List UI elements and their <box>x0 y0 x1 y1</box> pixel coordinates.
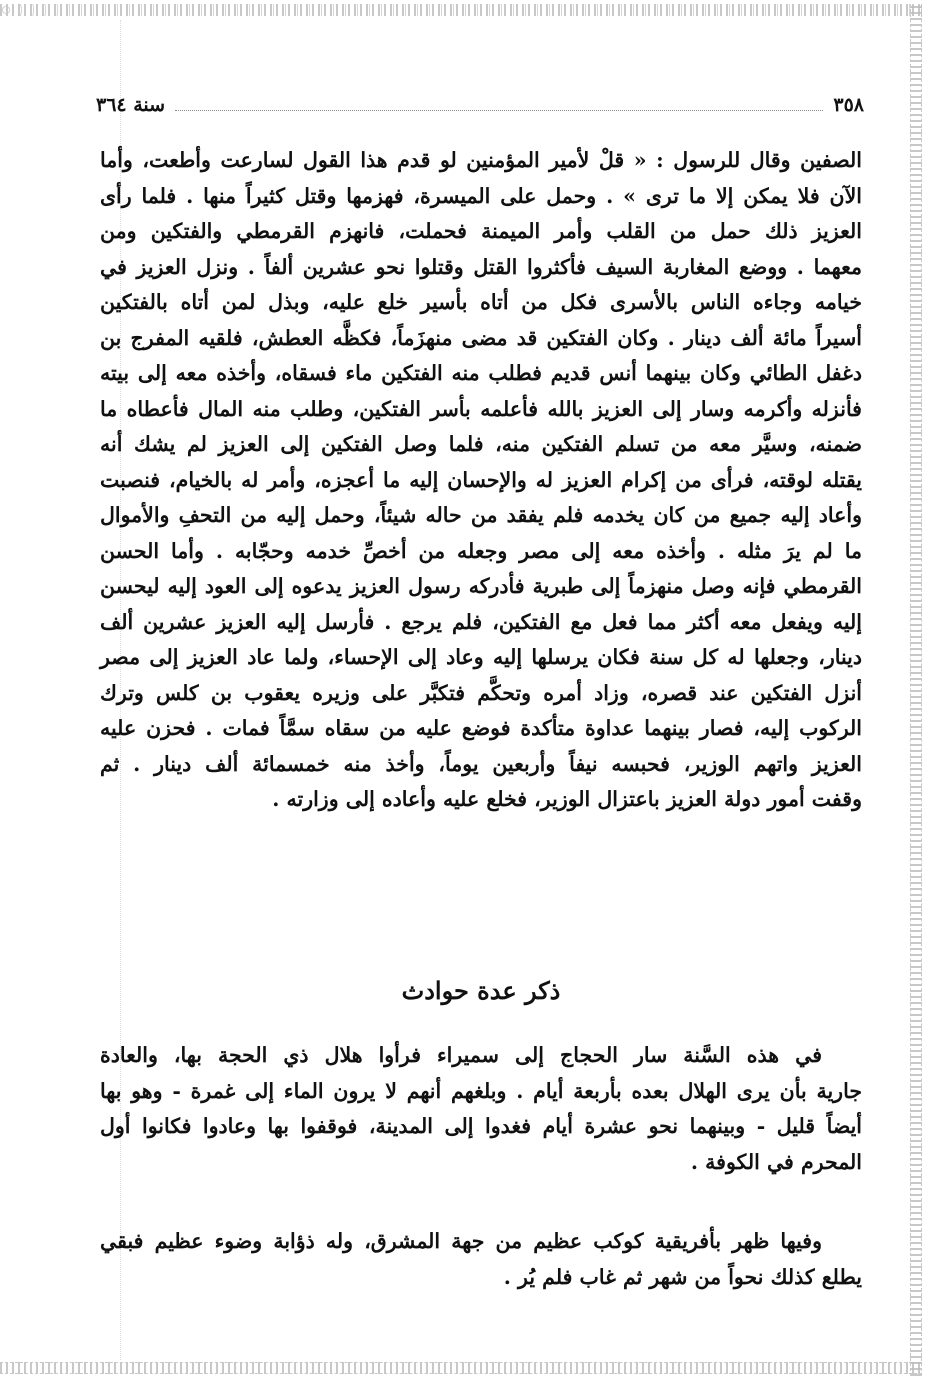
text-line: العزيز واتهم الوزير، فحبسه نيفاً وأربعين يوماً، وأخذ منه خمسمائة ألف دينار . ثم <box>100 751 862 776</box>
text-line: إليه ويفعل معه أكثر مما فعل مع الفتكين، فلم يرجع . فأرسل إليه العزيز عشرين ألف <box>100 609 862 634</box>
text-line: ضمنه، وسيَّر معه من تسلم الفتكين منه، فلما وصل الفتكين إلى العزيز لم يشك أنه <box>100 432 862 456</box>
paragraph-3 <box>100 1224 862 1295</box>
text-line: أيضاً قليل - وبينهما نحو عشرة أيام فغدوا إلى المدينة، فوقفوا بها وعادوا فكانوا أول <box>100 1114 862 1138</box>
text-line: فأنزله وأكرمه وسار إلى العزيز بالله فأعلمه بأسر الفتكين، وطلب منه المال فأعطاه ما <box>100 396 862 421</box>
text-line: خيامه وجاءه الناس بالأسرى فكل من أتاه بأسير خلع عليه، وبذل لمن أتاه بالفتكين <box>100 290 862 314</box>
text-line: يطلع كذلك نحواً من شهر ثم غاب فلم يُر . <box>503 1264 862 1289</box>
text-line: دغفل الطائي وكان بينهما أنس قديم فطلب منه الفتكين ماء فسقاه، وأخذه معه إلى بيته <box>100 361 862 385</box>
text-line: معهما . ووضع المغاربة السيف فأكثروا القتل وقتلوا نحو عشرين ألفاً . ونزل العزيز في <box>100 254 862 279</box>
decorative-border-bottom <box>0 1362 922 1374</box>
text-line: القرمطي فإنه وصل منهزماً إلى طبرية فأدركه رسول العزيز يدعوه إلى العود إليه ليحسن <box>100 574 862 598</box>
decorative-border-top <box>0 4 922 16</box>
page-header <box>96 92 864 118</box>
text-line: وفيها ظهر بأفريقية كوكب عظيم من جهة المشرق، وله ذؤابة وضوء عظيم فبقي <box>100 1229 822 1253</box>
running-title: سنة ٣٦٤ <box>96 94 166 116</box>
text-line: الآن فلا يمكن إلا ما ترى » . وحمل على الميسرة، فهزمها وقتل كثيراً منها . فلما رأى <box>100 183 862 208</box>
text-line: أسيراً مائة ألف دينار . وكان الفتكين قد مضى منهزَماً، فكظَّه العطش، فلقيه المفرج بن <box>100 325 862 350</box>
text-line: الصفين وقال للرسول : « قلْ لأمير المؤمنين لو قدم هذا القول لسارعت وأطعت، وأما <box>100 148 862 172</box>
text-line: المحرم في الكوفة . <box>690 1149 862 1174</box>
section-heading: ذكر عدة حوادث <box>401 976 561 1005</box>
text-line: دينار، وجعلها له كل سنة فكان يرسلها إليه وعاد إلى الإحساء، ولما عاد العزيز إلى مصر <box>100 645 862 669</box>
text-line: الركوب إليه، فصار بينهما عداوة متأكدة فوضع عليه من سقاه سمَّاً فمات . فحزن عليه <box>100 716 862 740</box>
text-line: أنزل الفتكين عند قصره، وزاد أمره وتحكَّم فتكبَّر على وزيره يعقوب بن كلس وترك <box>100 680 862 705</box>
text-line: ما لم يرَ مثله . وأخذه معه إلى مصر وجعله من أخصِّ خدمه وحجّابه . وأما الحسن <box>100 538 862 563</box>
text-line: يقتله لوقته، فرأى من إكرام العزيز له والإحسان إليه ما أعجزه، وأمر له بالخيام، فنصبت <box>100 467 862 492</box>
decorative-border-right <box>910 4 922 1376</box>
text-line: وأعاد إليه جميع من كان يخدمه فلم يفقد من حاله شيئاً، وحمل إليه من التحفِ والأموال <box>100 503 862 527</box>
paragraph-1 <box>100 143 862 818</box>
page-number: ٣٥٨ <box>833 94 864 116</box>
text-line: العزيز ذلك حمل من القلب وأمر الميمنة فحملت، فانهزم القرمطي والفتكين ومن <box>100 219 862 243</box>
paragraph-2 <box>100 1038 862 1180</box>
text-line: في هذه السَّنة سار الحجاج إلى سميراء فرأوا هلال ذي الحجة بها، والعادة <box>100 1043 822 1067</box>
header-dotted-rule <box>175 100 823 111</box>
text-line: جارية بأن يرى الهلال بعده بأربعة أيام . وبلغهم أنهم لا يرون الماء إلى غمرة - وهو بها <box>100 1078 862 1103</box>
text-line: وقفت أمور دولة العزيز باعتزال الوزير، فخلع عليه وأعاده إلى وزارته . <box>272 787 862 811</box>
